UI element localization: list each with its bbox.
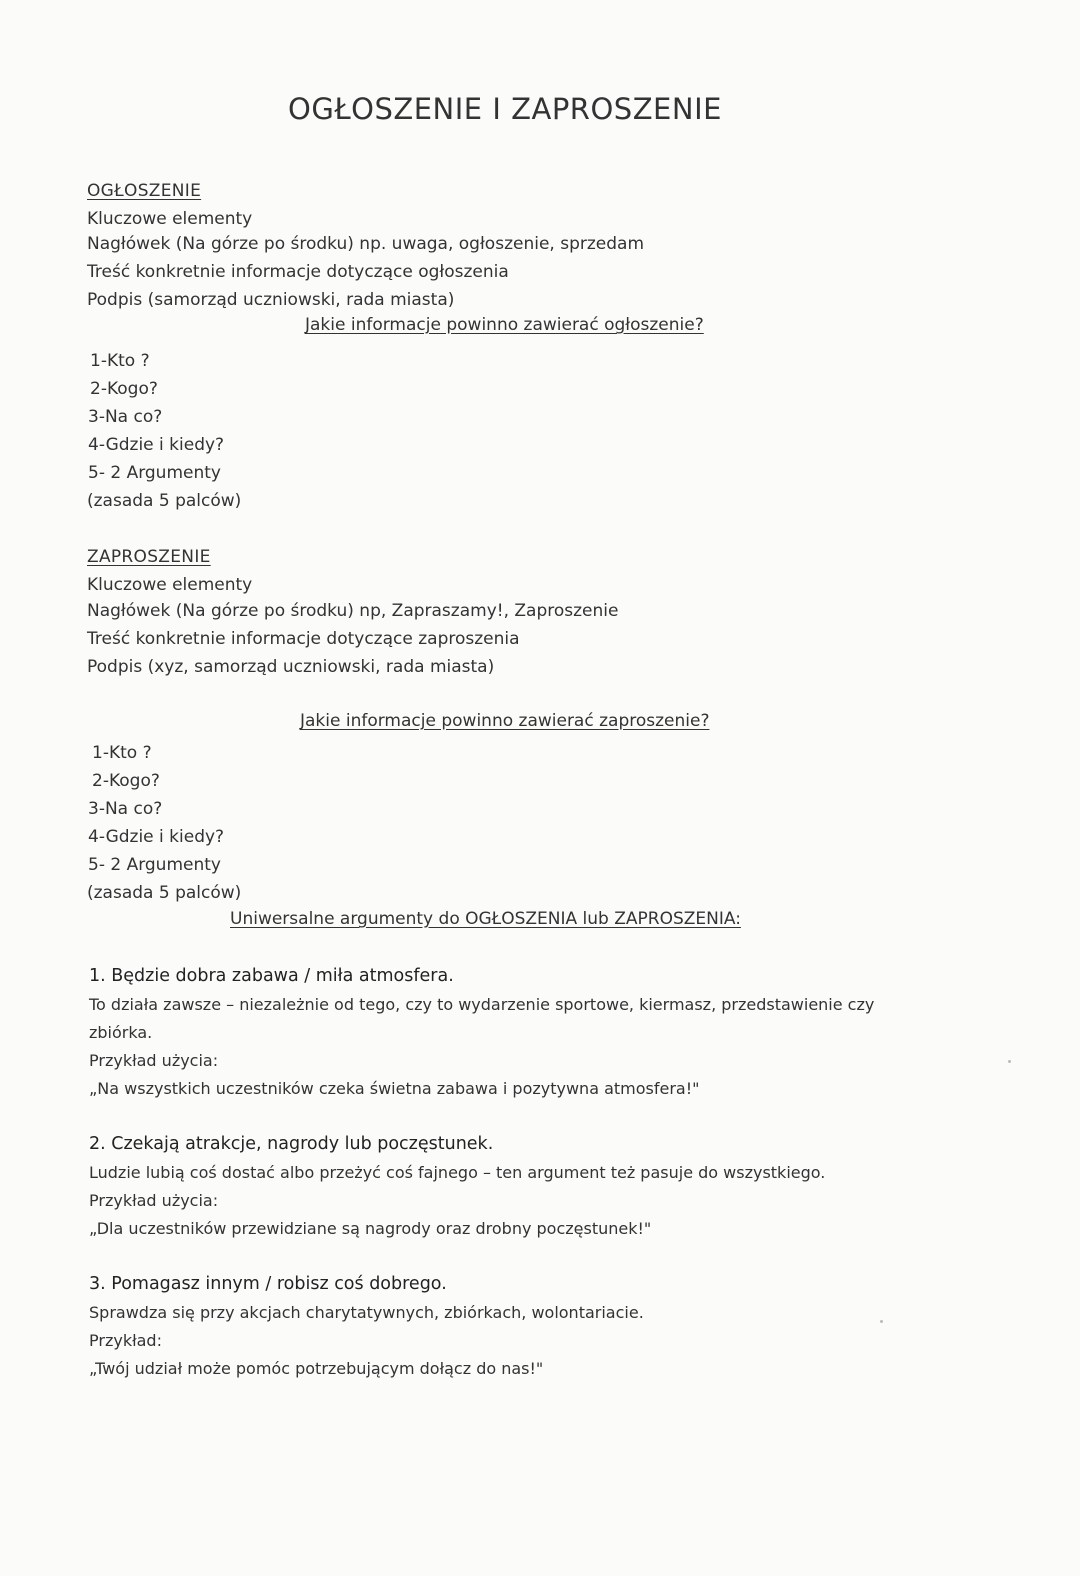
- ogloszenie-heading: OGŁOSZENIE: [87, 181, 202, 201]
- zaproszenie-item: 2-Kogo?: [92, 771, 160, 791]
- ogloszenie-podpis: Podpis (samorząd uczniowski, rada miasta): [87, 290, 455, 310]
- ogloszenie-tresc: Treść konkretnie informacje dotyczące ogłoszenia: [87, 262, 509, 282]
- ogloszenie-item: 2-Kogo?: [90, 379, 158, 399]
- scan-speck: [880, 1320, 883, 1323]
- argument-description: To działa zawsze – niezależnie od tego, czy to wydarzenie sportowe, kiermasz, przedstawienie czy: [89, 995, 875, 1014]
- ogloszenie-item: 4-Gdzie i kiedy?: [88, 435, 225, 455]
- argument-example: „Dla uczestników przewidziane są nagrody oraz drobny poczęstunek!": [89, 1219, 652, 1238]
- zaproszenie-heading: ZAPROSZENIE: [87, 547, 211, 567]
- zaproszenie-question: Jakie informacje powinno zawierać zaproszenie?: [300, 711, 710, 731]
- argument-example-label: Przykład użycia:: [89, 1191, 219, 1210]
- argument-example-label: Przykład:: [89, 1331, 162, 1350]
- zaproszenie-item: (zasada 5 palców): [87, 883, 242, 903]
- argument-title: 2. Czekają atrakcje, nagrody lub poczęstunek.: [89, 1134, 494, 1154]
- ogloszenie-item: 1-Kto ?: [90, 351, 150, 371]
- ogloszenie-item: (zasada 5 palców): [87, 491, 242, 511]
- scan-speck: [1008, 1060, 1011, 1063]
- zaproszenie-item: 3-Na co?: [88, 799, 163, 819]
- zaproszenie-naglowek: Nagłówek (Na górze po środku) np, Zapraszamy!, Zaproszenie: [87, 601, 619, 621]
- ogloszenie-question: Jakie informacje powinno zawierać ogłoszenie?: [305, 315, 704, 335]
- argument-example-label: Przykład użycia:: [89, 1051, 219, 1070]
- argument-example: „Na wszystkich uczestników czeka świetna zabawa i pozytywna atmosfera!": [89, 1079, 700, 1098]
- ogloszenie-item: 3-Na co?: [88, 407, 163, 427]
- argument-description: Sprawdza się przy akcjach charytatywnych, zbiórkach, wolontariacie.: [89, 1303, 644, 1322]
- ogloszenie-item: 5- 2 Argumenty: [88, 463, 221, 483]
- argument-example: „Twój udział może pomóc potrzebującym dołącz do nas!": [89, 1359, 544, 1378]
- zaproszenie-elements-label: Kluczowe elementy: [87, 575, 253, 595]
- argument-title: 3. Pomagasz innym / robisz coś dobrego.: [89, 1274, 447, 1294]
- universal-heading: Uniwersalne argumenty do OGŁOSZENIA lub ZAPROSZENIA:: [230, 909, 741, 929]
- zaproszenie-tresc: Treść konkretnie informacje dotyczące zaproszenia: [87, 629, 520, 649]
- ogloszenie-elements-label: Kluczowe elementy: [87, 209, 253, 229]
- argument-title: 1. Będzie dobra zabawa / miła atmosfera.: [89, 966, 454, 986]
- argument-description: Ludzie lubią coś dostać albo przeżyć coś fajnego – ten argument też pasuje do wszystkiego.: [89, 1163, 826, 1182]
- zaproszenie-item: 4-Gdzie i kiedy?: [88, 827, 225, 847]
- zaproszenie-podpis: Podpis (xyz, samorząd uczniowski, rada miasta): [87, 657, 495, 677]
- zaproszenie-item: 5- 2 Argumenty: [88, 855, 221, 875]
- page-title: OGŁOSZENIE I ZAPROSZENIE: [288, 92, 722, 126]
- argument-description-cont: zbiórka.: [89, 1023, 153, 1042]
- ogloszenie-naglowek: Nagłówek (Na górze po środku) np. uwaga, ogłoszenie, sprzedam: [87, 234, 644, 254]
- zaproszenie-item: 1-Kto ?: [92, 743, 152, 763]
